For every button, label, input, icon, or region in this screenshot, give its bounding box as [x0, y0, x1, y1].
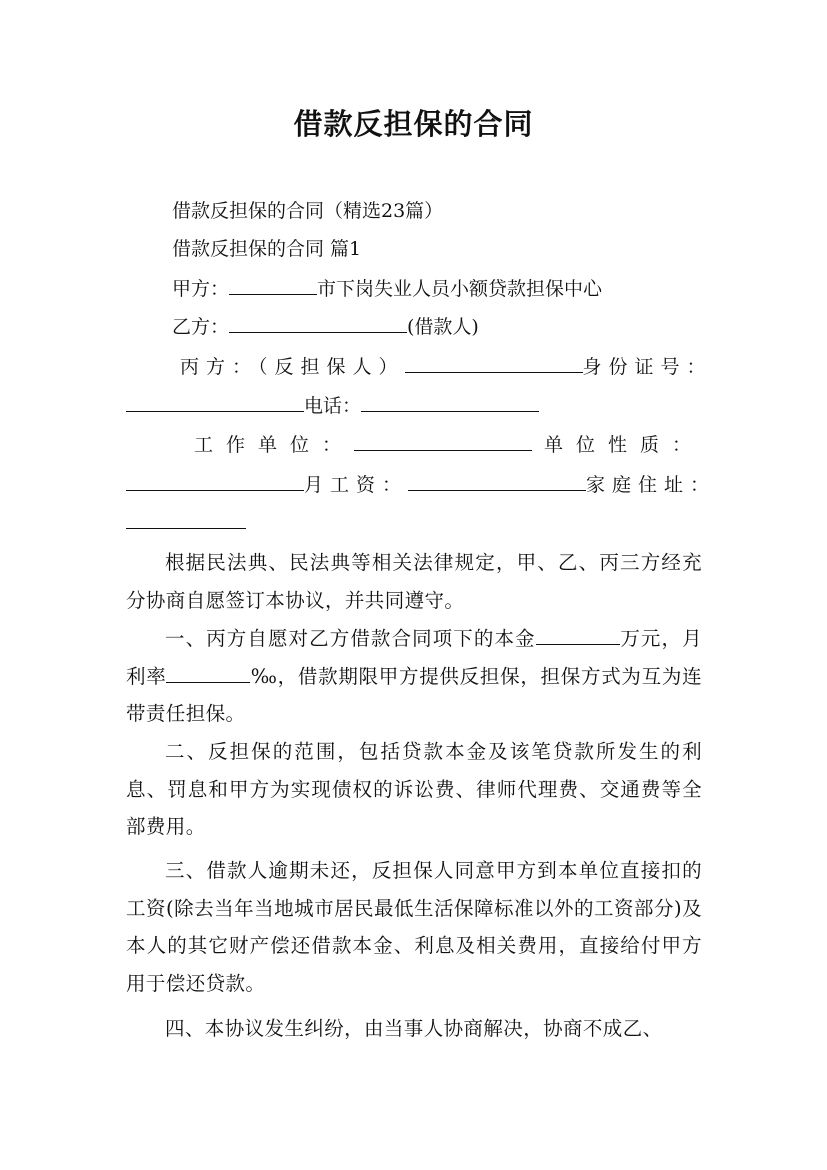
salary-blank: [408, 472, 586, 491]
clause-2: 二、反担保的范围，包括贷款本金及该笔贷款所发生的利息、罚息和甲方为实现债权的诉讼费、律师代理费、交通费等全部费用。: [126, 740, 702, 838]
party-b-blank: [229, 314, 407, 333]
intro-paragraph: 根据民法典、民法典等相关法律规定，甲、乙、丙三方经充分协商自愿签订本协议，并共同遵守。: [126, 551, 702, 612]
party-c-label: 丙方：（反担保人）: [180, 356, 405, 378]
party-a-label: 甲方：: [172, 278, 230, 300]
party-a-blank: [229, 276, 317, 295]
party-a-name: 市下岗失业人员小额贷款担保中心: [317, 278, 603, 300]
unit-nature-blank: [126, 472, 304, 491]
party-b-label: 乙方：: [172, 316, 230, 338]
salary-line: [126, 472, 716, 498]
address-label: 家庭住址：: [586, 474, 717, 496]
document-title: 借款反担保的合同: [293, 107, 534, 141]
party-b-role: (借款人): [407, 316, 479, 338]
principal-blank: [536, 626, 620, 645]
unit-nature-label: 单位性质：: [544, 434, 705, 456]
clause-1-part-a: 一、丙方自愿对乙方借款合同项下的本金: [165, 627, 536, 650]
section-heading: 借款反担保的合同 篇1: [172, 238, 362, 260]
document-subtitle: 借款反担保的合同（精选23篇）: [172, 200, 444, 222]
clause-3: 三、借款人逾期未还，反担保人同意甲方到本单位直接扣的工资(除去当年当地城市居民最低生活保障标准以外的工资部分)及本人的其它财产偿还借款本金、利息及相关费用，直接给付甲方用于偿还贷款。: [126, 859, 702, 995]
address-line: [126, 510, 246, 536]
salary-label: 月工资：: [304, 474, 409, 496]
clause-1-part-c: ‰，借款期限甲方提供反担保，担保方式为互为连带责任担保。: [126, 664, 702, 725]
phone-label: 电话：: [304, 395, 362, 417]
party-c-line: [180, 354, 713, 380]
employer-blank: [354, 432, 532, 451]
employer-line: [194, 432, 704, 458]
employer-label: 工作单位：: [194, 434, 355, 456]
id-blank: [126, 393, 304, 412]
clause-1-part-b: 万元，月利率: [126, 627, 703, 688]
party-c-blank: [405, 354, 583, 373]
clause-1: [126, 620, 702, 733]
clause-4: 四、本协议发生纠纷，由当事人协商解决，协商不成乙、: [165, 1017, 663, 1040]
phone-blank: [361, 393, 539, 412]
id-label: 身份证号：: [582, 356, 713, 378]
interest-rate-blank: [166, 664, 250, 683]
party-a-line: [172, 276, 602, 302]
phone-line: [126, 393, 539, 419]
party-b-line: [172, 314, 479, 340]
address-blank: [126, 510, 246, 529]
